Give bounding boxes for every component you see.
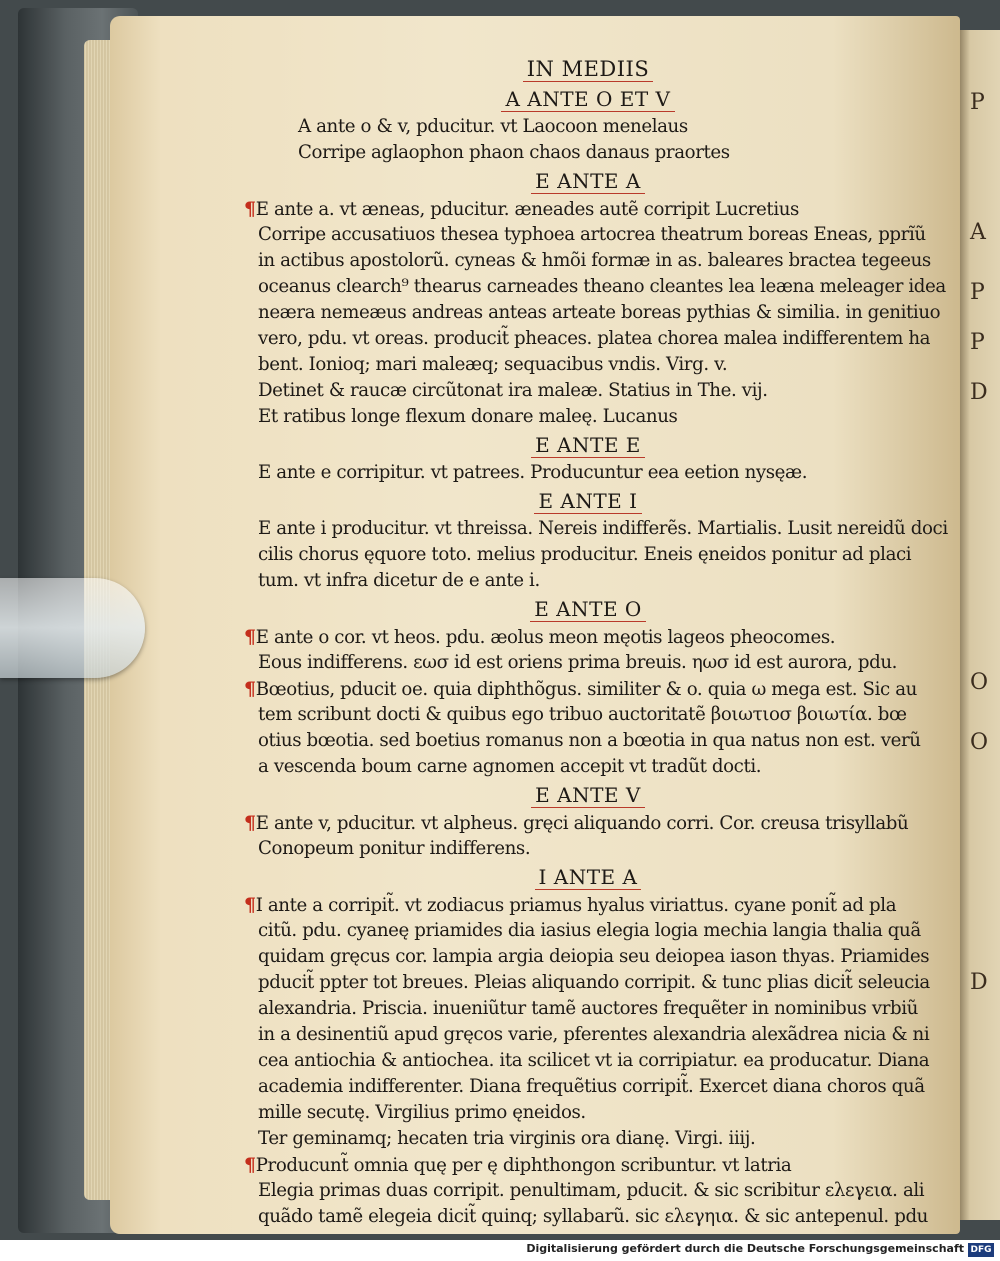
text-line [258, 248, 931, 274]
facing-page-letter: O [970, 730, 989, 755]
text-line-content: Corripe accusatiuos thesea typhoea artocrea theatrum boreas Eneas, pprĩũ [258, 224, 926, 245]
text-line-content: E ante i producitur. vt threissa. Nereis indifferẽs. Martialis. Lusit nereidũ doci [258, 518, 948, 539]
text-line-content: E ante o cor. vt heos. pdu. æolus meon męotis lageos pheocomes. [255, 627, 836, 648]
text-line [258, 300, 941, 326]
section-heading-text: E ANTE I [534, 489, 641, 514]
section-heading [258, 780, 918, 810]
text-line-content: I ante a corripit̃. vt zodiacus priamus hyalus viriattus. cyane ponit̃ ad pla [255, 895, 897, 916]
text-line-content: in actibus apostolorũ. cyneas & hmõi formæ in as. baleares bractea tegeeus [258, 250, 931, 271]
section-heading [258, 862, 918, 892]
text-line-content: Elegia primas duas corripit. penultimam, pducit. & sic scribitur ελεγεια. ali [258, 1180, 925, 1201]
text-line [258, 1074, 925, 1100]
page-text [244, 54, 948, 1230]
text-line-content: neæra nemeæus andreas anteas arteate boreas pythias & similia. in genitiuo [258, 302, 941, 323]
facing-page-letter: P [970, 330, 985, 355]
text-line [258, 352, 918, 378]
section-heading-text: E ANTE E [531, 433, 645, 458]
text-line [258, 140, 918, 166]
dfg-logo: DFG [968, 1243, 994, 1257]
section-heading-text: E ANTE A [531, 169, 645, 194]
text-line-content: quidam gręcus cor. lampia argia deiopia seu deiopea iason thyas. Priamides [258, 946, 930, 967]
text-line-content: citũ. pdu. cyaneę priamides dia iasius elegia logia mechia langia thalia quã [258, 920, 921, 941]
text-line-content: cea antiochia & antiochea. ita scilicet vt ia corripiatur. ea producatur. Diana [258, 1050, 930, 1071]
text-line-content: Corripe aglaophon phaon chaos danaus praortes [298, 142, 730, 163]
text-line [258, 754, 918, 780]
text-line-content: academia indifferenter. Diana frequẽtius corripit̃. Exercet diana choros quã [258, 1076, 925, 1097]
text-line [258, 702, 918, 728]
pilcrow-icon: ¶ [244, 812, 256, 834]
text-line-content: cilis chorus ęquore toto. melius producitur. Eneis ęneidos ponitur ad placi [258, 544, 912, 565]
text-line [244, 624, 918, 650]
facing-page-letter: D [970, 970, 988, 995]
text-line [258, 516, 948, 542]
section-heading-text: E ANTE V [531, 783, 645, 808]
text-line [258, 378, 918, 404]
text-line-content: a vescenda boum carne agnomen accepit vt tradũt docti. [258, 756, 762, 777]
text-line-content: vero, pdu. vt oreas. producit̃ pheaces. platea chorea malea indifferentem ha [258, 328, 931, 349]
text-line [258, 326, 931, 352]
section-heading [258, 486, 918, 516]
text-line-content: otius bœotia. sed boetius romanus non a bœotia in qua natus non est. verũ [258, 730, 921, 751]
text-line [244, 810, 918, 836]
section-heading [258, 430, 918, 460]
text-line-content: E ante a. vt æneas, pducitur. æneades autẽ corripit Lucretius [255, 199, 799, 220]
text-line-content: E ante e corripitur. vt patrees. Producuntur eea eetion nysęæ. [258, 462, 808, 483]
running-head [258, 54, 918, 84]
text-line [258, 1048, 930, 1074]
text-line [258, 1204, 928, 1230]
running-head-text: IN MEDIIS [523, 57, 654, 82]
text-line-content: alexandria. Priscia. inueniũtur tamẽ auctores frequẽter in nominibus vrbiũ [258, 998, 918, 1019]
text-line [258, 114, 918, 140]
text-line [258, 650, 918, 676]
text-line-content: Et ratibus longe flexum donare maleę. Lucanus [258, 406, 678, 427]
text-line [258, 1100, 918, 1126]
text-line-content: bent. Ionioq; mari maleæq; sequacibus vndis. Virg. v. [258, 354, 728, 375]
text-line [258, 404, 918, 430]
text-line-content: quãdo tamẽ elegeia dicit̃ quinq; syllabarũ. sic ελεγηια. & sic antepenul. pdu [258, 1206, 928, 1227]
text-line-content: tum. vt infra dicetur de e ante i. [258, 570, 540, 591]
text-line-content: Ter geminamq; hecaten tria virginis ora dianę. Virgi. iiij. [258, 1128, 756, 1149]
text-line-content: A ante o & v, pducitur. vt Laocoon menelaus [298, 116, 688, 137]
text-line-content: Eous indifferens. εωσ id est oriens prima breuis. ηωσ id est aurora, pdu. [258, 652, 898, 673]
text-line [244, 892, 918, 918]
text-line [244, 676, 918, 702]
footer [0, 1240, 1000, 1261]
text-line-content: in a desinentiũ apud gręcos varie, pferentes alexandria alexãdrea nicia & ni [258, 1024, 930, 1045]
facing-page-letter: O [970, 670, 989, 695]
text-line [258, 542, 918, 568]
section-heading-text: E ANTE O [530, 597, 646, 622]
section-heading [258, 166, 918, 196]
text-line [258, 728, 921, 754]
text-line [258, 918, 921, 944]
text-line [258, 568, 918, 594]
text-line [258, 1126, 918, 1152]
text-blocks [244, 84, 948, 1230]
text-line [258, 1178, 925, 1204]
text-line [258, 996, 918, 1022]
text-line-content: pducit̃ ppter tot breues. Pleias aliquando corripit. & tunc plias dicit̃ seleucia [258, 972, 930, 993]
facing-page-letter: D [970, 380, 988, 405]
text-line [258, 222, 926, 248]
section-heading [258, 84, 918, 114]
text-line [258, 1022, 930, 1048]
text-line [244, 196, 918, 222]
pilcrow-icon: ¶ [244, 894, 256, 916]
text-line-content: Producunt̃ omnia quę per ę diphthongon scribuntur. vt latria [255, 1155, 792, 1176]
text-line [244, 1152, 918, 1178]
text-line-content: E ante v, pducitur. vt alpheus. gręci aliquando corri. Cor. creusa trisyllabũ [255, 813, 909, 834]
facing-page-letter: P [970, 90, 985, 115]
text-line-content: tem scribunt docti & quibus ego tribuo auctoritatẽ βοιωτιοσ βοιωτία. bœ [258, 704, 907, 725]
pilcrow-icon: ¶ [244, 626, 256, 648]
section-heading [258, 594, 918, 624]
text-line-content: Detinet & raucæ circũtonat ira maleæ. Statius in The. vij. [258, 380, 768, 401]
facing-page-letter: A [970, 220, 986, 245]
text-line-content: oceanus clearch⁹ thearus carneades theano cleantes lea leæna meleager idea [258, 276, 946, 297]
text-line [258, 970, 930, 996]
section-heading-text: A ANTE O ET V [501, 87, 674, 112]
facing-page-edge [958, 30, 1000, 1220]
section-heading-text: I ANTE A [535, 865, 642, 890]
text-line-content: mille secutę. Virgilius primo ęneidos. [258, 1102, 586, 1123]
page-clip [0, 578, 145, 678]
text-line-content: Bœotius, pducit oe. quia diphthõgus. similiter & o. quia ω mega est. Sic au [255, 679, 917, 700]
pilcrow-icon: ¶ [244, 1154, 256, 1176]
text-line [258, 836, 918, 862]
text-line [258, 274, 946, 300]
text-line-content: Conopeum ponitur indifferens. [258, 838, 531, 859]
facing-page-letter: P [970, 280, 985, 305]
pilcrow-icon: ¶ [244, 678, 256, 700]
text-line [258, 460, 918, 486]
footer-credit: Digitalisierung gefördert durch die Deutsche Forschungsgemeinschaft [526, 1242, 964, 1255]
pilcrow-icon: ¶ [244, 198, 256, 220]
text-line [258, 944, 930, 970]
